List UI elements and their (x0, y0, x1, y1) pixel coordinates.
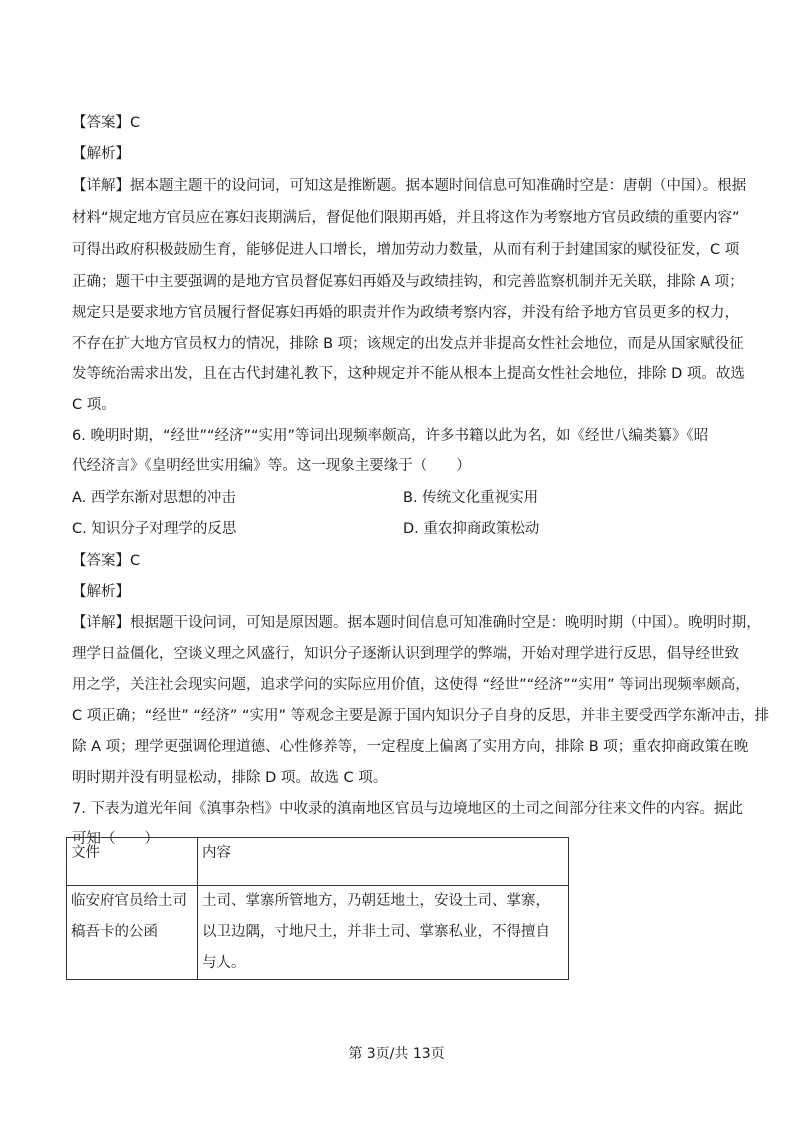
table-header-file: 文件 (67, 838, 198, 886)
q5-detail-line: C 项。 (72, 397, 116, 413)
q6-detail-line: 用之学，关注社会现实问题，追求学问的实际应用价值，这使得 “经世”“经济”“实用” 等词出现频率颇高， (72, 677, 750, 693)
q5-detail-line: 不存在扩大地方官员权力的情况，排除 B 项；该规定的出发点并非提高女性社会地位，而是从国家赋役征 (72, 336, 744, 352)
table-header-content: 内容 (198, 838, 569, 886)
q6-option-a: A. 西学东渐对思想的冲击 (72, 490, 236, 506)
table-row (67, 886, 569, 980)
q7-stem-line: 可知（ ） (72, 831, 159, 847)
q6-stem-line: 代经济言》《皇明经世实用编》等。这一现象主要缘于（ ） (72, 458, 471, 474)
table-cell-content: 土司、掌寨所管地方，乃朝廷地土，安设土司、掌寨，以卫边隅，寸地尺土，并非土司、掌寨私业，不得擅自与人。 (198, 886, 569, 980)
q6-stem-line: 6. 晚明时期，“经世”“经济”“实用”等词出现频率颇高，许多书籍以此为名，如《经世八编类纂》《昭 (72, 428, 709, 444)
q6-answer: 【答案】C (72, 553, 141, 569)
q6-detail-line: 明时期并没有明显松动，排除 D 项。故选 C 项。 (72, 770, 388, 786)
q5-detail-line: 规定只是要求地方官员履行督促寡妇再婚的职责并作为政绩考察内容，并没有给予地方官员更多的权力， (72, 305, 739, 321)
q5-detail-line: 可得出政府积极鼓励生育，能够促进人口增长，增加劳动力数量，从而有利于封建国家的赋役征发，C 项 (72, 242, 740, 258)
table-cell-file: 临安府官员给土司稿吾卡的公函 (67, 886, 198, 980)
q5-detail-line: 【详解】据本题主题干的设问词，可知这是推断题。据本题时间信息可知准确时空是：唐朝（中国）。根据 (72, 178, 747, 194)
q6-detail-line: 除 A 项；理学更强调伦理道德、心性修养等，一定程度上偏离了实用方向，排除 B 项；重农抑商政策在晚 (72, 739, 749, 755)
page-footer: 第 3页/共 13页 (348, 1046, 445, 1062)
q5-detail-line: 正确；题干中主要强调的是地方官员督促寡妇再婚及与政绩挂钩，和完善监察机制并无关联，排除 A 项； (72, 274, 744, 290)
q6-option-c: C. 知识分子对理学的反思 (72, 521, 237, 537)
q6-detail-line: 【详解】根据题干设问词，可知是原因题。据本题时间信息可知准确时空是：晚明时期（中国）。晚明时期， (72, 615, 761, 631)
q5-analysis-label: 【解析】 (72, 146, 130, 162)
q6-analysis-label: 【解析】 (72, 584, 130, 600)
q6-option-b: B. 传统文化重视实用 (403, 490, 539, 506)
q7-table (66, 837, 569, 980)
q5-answer: 【答案】C (72, 115, 141, 131)
q6-option-d: D. 重农抑商政策松动 (403, 521, 540, 537)
q6-detail-line: C 项正确；“经世” “经济” “实用” 等观念主要是源于国内知识分子自身的反思，并非主要受西学东渐冲击，排 (72, 708, 770, 724)
table-header-row (67, 838, 569, 886)
q5-detail-line: 发等统治需求出发，且在古代封建礼教下，这种规定并不能从根本上提高女性社会地位，排除 D 项。故选 (72, 366, 745, 382)
q6-detail-line: 理学日益僵化，空谈义理之风盛行，知识分子逐渐认识到理学的弊端，开始对理学进行反思，倡导经世致 (72, 646, 739, 662)
q5-detail-line: 材料“规定地方官员应在寡妇丧期满后，督促他们限期再婚，并且将这作为考察地方官员政绩的重要内容” (72, 210, 740, 226)
q7-stem-line: 7. 下表为道光年间《滇事杂档》中收录的滇南地区官员与边境地区的土司之间部分往来文件的内容。据此 (72, 801, 743, 817)
